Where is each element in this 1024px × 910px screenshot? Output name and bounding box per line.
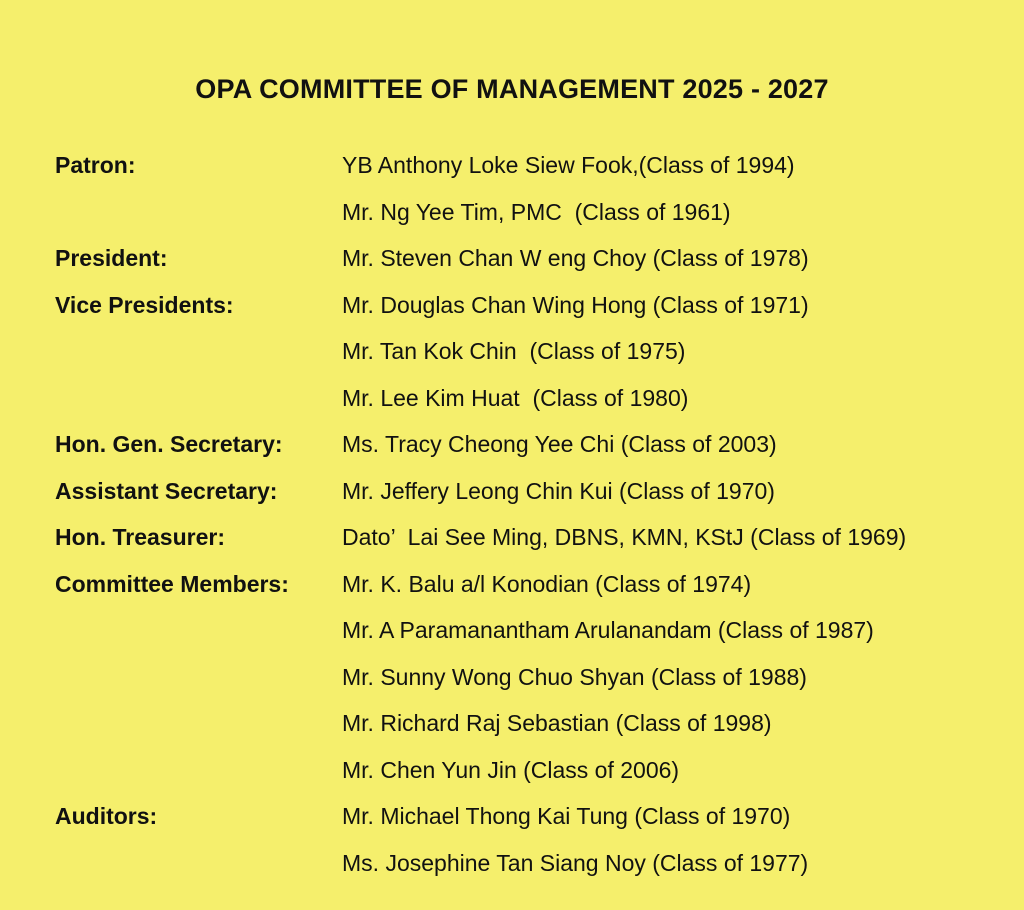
- committee-row-assistant-secretary: [55, 470, 1015, 517]
- role-label: Assistant Secretary:: [55, 477, 278, 504]
- role-label: Hon. Gen. Secretary:: [55, 431, 283, 457]
- member-name: YB Anthony Loke Siew Fook,(Class of 1994): [342, 152, 795, 178]
- member-name: Mr. Douglas Chan Wing Hong (Class of 1971): [342, 291, 809, 318]
- role-label: Committee Members:: [55, 570, 289, 597]
- member-name: Dato’ Lai See Ming, DBNS, KMN, KStJ (Class of 1969): [342, 524, 907, 550]
- committee-row-member-3: [55, 656, 1015, 703]
- member-name: Mr. Sunny Wong Chuo Shyan (Class of 1988): [342, 663, 807, 690]
- member-name: Mr. Lee Kim Huat (Class of 1980): [342, 384, 689, 411]
- committee-list: [55, 144, 1015, 888]
- member-name: Mr. Richard Raj Sebastian (Class of 1998): [342, 710, 772, 736]
- committee-row-member-5: [55, 749, 1015, 796]
- member-name: Mr. Chen Yun Jin (Class of 2006): [342, 756, 680, 783]
- committee-row-member-2: [55, 609, 1015, 656]
- member-name: Mr. K. Balu a/l Konodian (Class of 1974): [342, 570, 752, 597]
- member-name: Mr. A Paramanantham Arulanandam (Class of 1987): [342, 617, 874, 643]
- role-label: Auditors:: [55, 803, 158, 829]
- committee-row-vice-president-1: [55, 284, 1015, 331]
- committee-row-hon-treasurer: [55, 516, 1015, 563]
- member-name: Mr. Tan Kok Chin (Class of 1975): [342, 338, 686, 364]
- member-name: Mr. Ng Yee Tim, PMC (Class of 1961): [342, 198, 731, 225]
- role-label: Hon. Treasurer:: [55, 524, 225, 550]
- committee-row-member-1: [55, 563, 1015, 610]
- committee-row-auditor-1: [55, 795, 1015, 842]
- role-label: Patron:: [55, 152, 136, 178]
- committee-row-vice-president-2: [55, 330, 1015, 377]
- committee-row-auditor-2: [55, 842, 1015, 889]
- member-name: Mr. Jeffery Leong Chin Kui (Class of 1970): [342, 477, 775, 504]
- committee-row-vice-president-3: [55, 377, 1015, 424]
- role-label: Vice Presidents:: [55, 291, 234, 318]
- member-name: Mr. Steven Chan W eng Choy (Class of 1978): [342, 245, 809, 271]
- page-title: OPA COMMITTEE OF MANAGEMENT 2025 - 2027: [195, 74, 829, 104]
- committee-row-patron: [55, 144, 1015, 191]
- committee-row-hon-gen-secretary: [55, 423, 1015, 470]
- committee-row-patron-2: [55, 191, 1015, 238]
- member-name: Mr. Michael Thong Kai Tung (Class of 1970): [342, 803, 791, 829]
- member-name: Ms. Josephine Tan Siang Noy (Class of 1977): [342, 849, 809, 876]
- committee-row-member-4: [55, 702, 1015, 749]
- committee-row-president: [55, 237, 1015, 284]
- member-name: Ms. Tracy Cheong Yee Chi (Class of 2003): [342, 431, 777, 457]
- role-label: President:: [55, 245, 168, 271]
